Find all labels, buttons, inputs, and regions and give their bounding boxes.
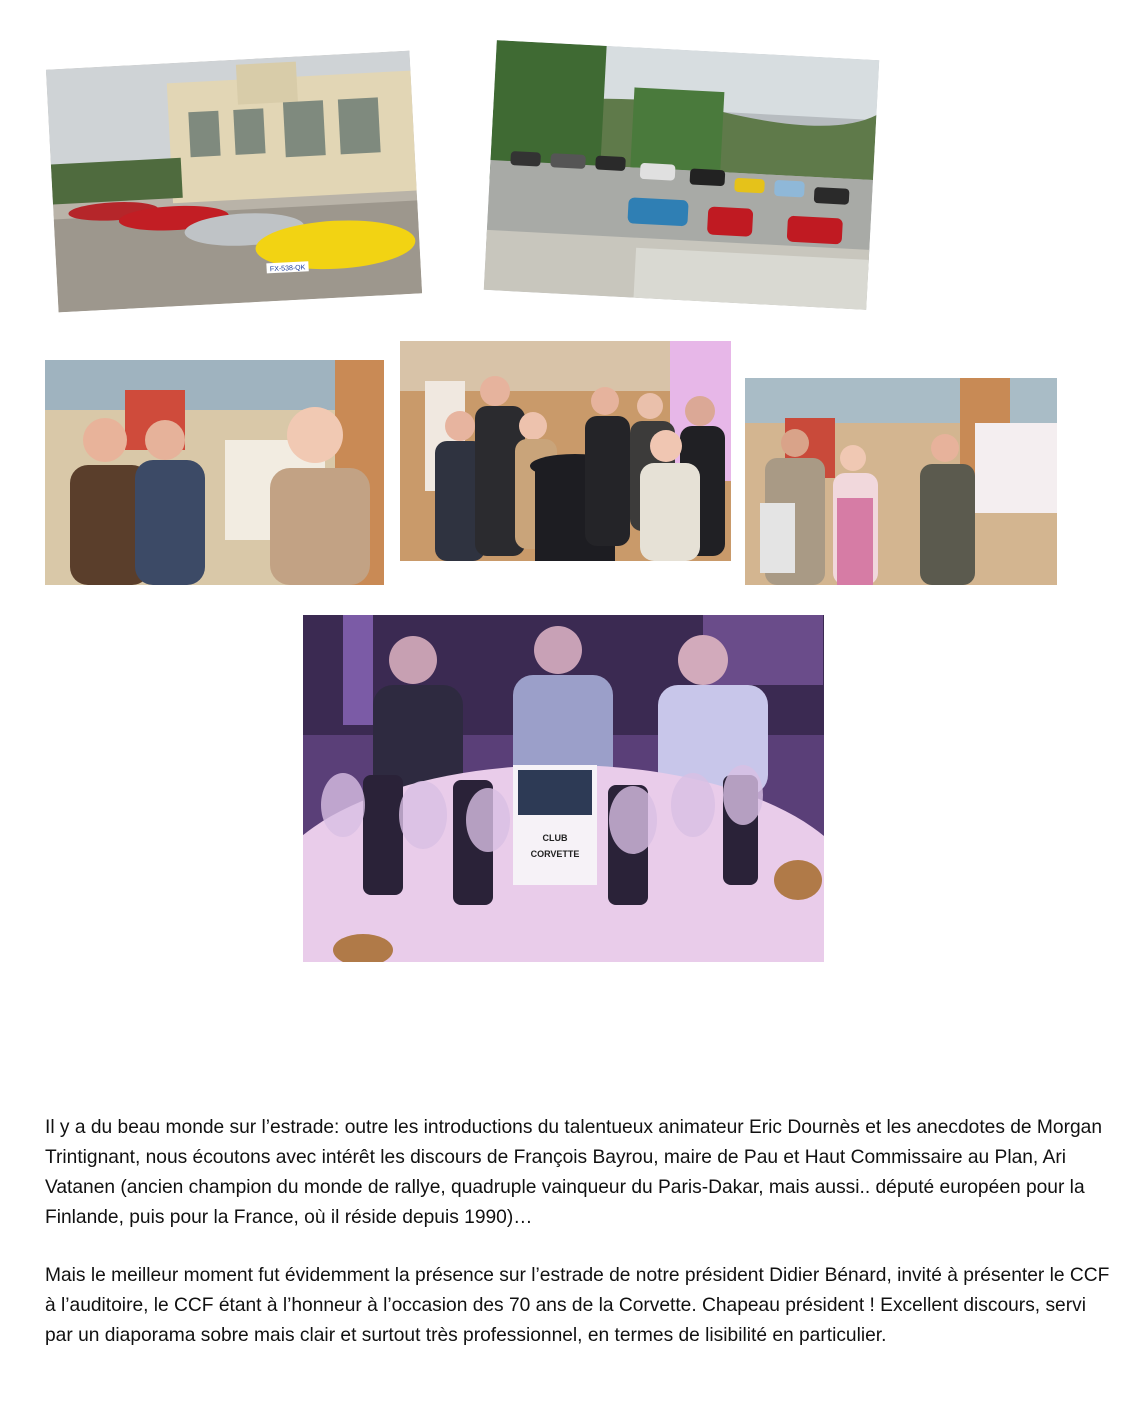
photo-lake-corvettes bbox=[484, 40, 880, 310]
photo-palace-corvettes bbox=[46, 51, 422, 313]
photo-gala-dinner bbox=[303, 615, 824, 962]
license-plate: FX-538-QK bbox=[269, 264, 306, 274]
article-body bbox=[45, 1113, 1111, 1379]
place-card-line-2: CORVETTE bbox=[530, 849, 580, 859]
photo-three-men bbox=[45, 360, 384, 585]
article-paragraph-2: Mais le meilleur moment fut évidemment la présence sur l’estrade de notre président Didier Bénard, invité à présenter le CCF à l’auditoire, le CCF étant à l’honneur à l’occasion des 70 ans de la Corvette. Chapeau président ! Excellent discours, servi par un diaporama sobre mais clair et surtout très professionnel, en termes de lisibilité en particulier. bbox=[45, 1265, 1110, 1346]
article-paragraph-1: Il y a du beau monde sur l’estrade: outre les introductions du talentueux animateur Eric Dournès et les anecdotes de Morgan Trintignant, nous écoutons avec intérêt les discours de François Bayrou, maire de Pau et Haut Commissaire au Plan, Ari Vatanen (ancien champion du monde de rallye, quadruple vainqueur du Paris-Dakar, mais aussi.. député européen pour la Finlande, puis pour la France, où il réside depuis 1990)… bbox=[45, 1117, 1102, 1228]
photo-three-guests bbox=[745, 378, 1057, 585]
photo-group-table bbox=[400, 341, 731, 561]
place-card-line-1: CLUB bbox=[542, 833, 568, 843]
